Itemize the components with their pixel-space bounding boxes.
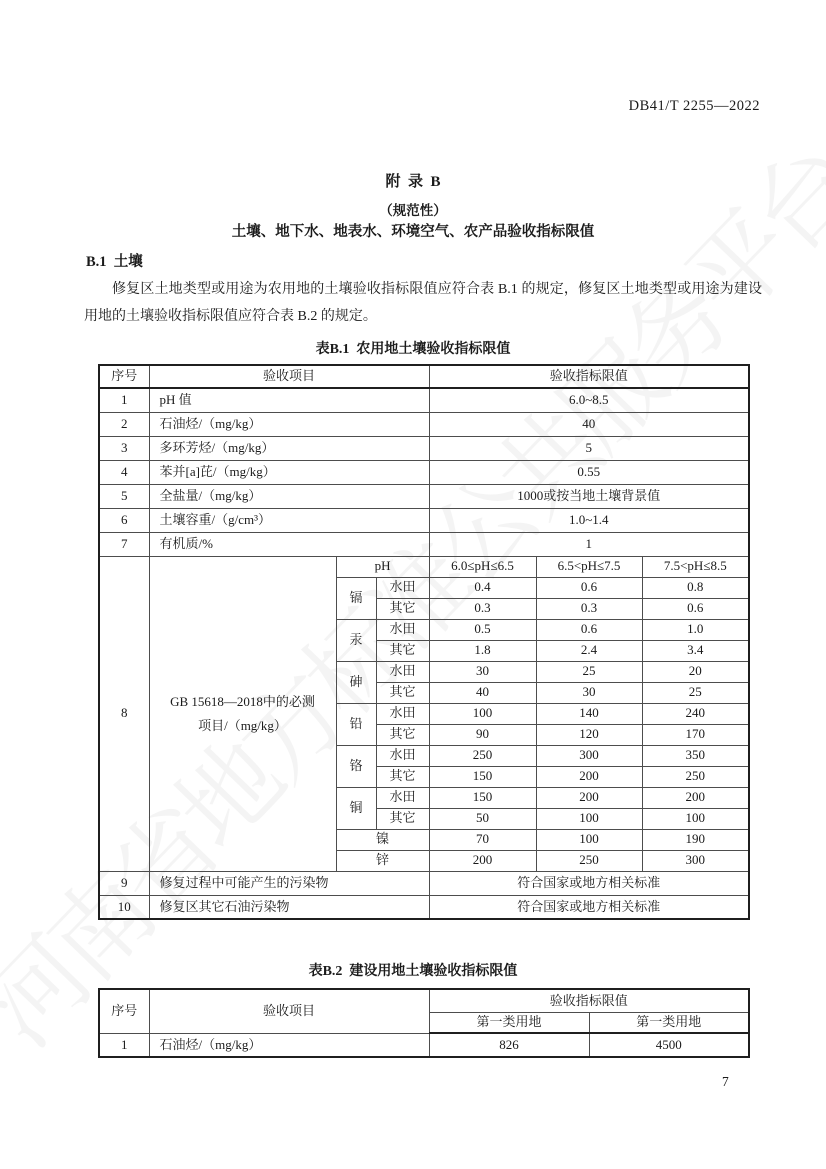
cell-value: 0.5 — [429, 619, 536, 640]
cell-value: 符合国家或地方相关标准 — [429, 871, 749, 895]
cell-value: 1000或按当地土壤背景值 — [429, 484, 749, 508]
table-row — [99, 460, 749, 484]
header-limit: 验收指标限值 — [429, 365, 749, 388]
cell-value: 826 — [429, 1033, 589, 1057]
land-type: 其它 — [376, 640, 429, 661]
cell-value: 25 — [536, 661, 642, 682]
land-type: 水田 — [376, 787, 429, 808]
cell-value: 6.0~8.5 — [429, 388, 749, 412]
cell-value: 1.0~1.4 — [429, 508, 749, 532]
cell-item: 全盐量/（mg/kg） — [149, 484, 429, 508]
land-type: 水田 — [376, 619, 429, 640]
cell-value: 200 — [536, 787, 642, 808]
cell-value: 170 — [642, 724, 749, 745]
table-row — [99, 388, 749, 412]
gb-item-line1: GB 15618—2018中的必测 — [170, 693, 315, 709]
cell-value: 190 — [642, 829, 749, 850]
cell-value: 2.4 — [536, 640, 642, 661]
header-land-class-2: 第一类用地 — [589, 1012, 749, 1033]
gb-item-line2: 项目/（mg/kg） — [198, 717, 287, 733]
table-row — [99, 412, 749, 436]
table-header-row — [99, 365, 749, 388]
cell-value: 30 — [536, 682, 642, 703]
cell-seq: 3 — [99, 436, 149, 460]
cell-value: 1.0 — [642, 619, 749, 640]
cell-seq: 5 — [99, 484, 149, 508]
body-paragraph: 修复区土地类型或用途为农用地的土壤验收指标限值应符合表 B.1 的规定，修复区土地类型或用途为建设用地的土壤验收指标限值应符合表 B.2 的规定。 — [84, 282, 762, 324]
table-header-row — [99, 989, 749, 1012]
ph-range-3: 7.5<pH≤8.5 — [642, 556, 749, 577]
element-name: 锌 — [336, 850, 429, 871]
cell-item: 多环芳烃/（mg/kg） — [149, 436, 429, 460]
element-name: 铬 — [336, 745, 376, 787]
header-seq: 序号 — [99, 989, 149, 1033]
table-b2-title: 表B.2 建设用地土壤验收指标限值 — [308, 964, 518, 979]
cell-value: 150 — [429, 766, 536, 787]
header-seq: 序号 — [99, 365, 149, 388]
cell-item-gb15618 — [149, 556, 336, 871]
cell-value: 100 — [536, 829, 642, 850]
cell-seq: 9 — [99, 871, 149, 895]
cell-seq: 4 — [99, 460, 149, 484]
cell-value: 0.3 — [429, 598, 536, 619]
header-item: 验收项目 — [149, 989, 429, 1033]
cell-value: 120 — [536, 724, 642, 745]
appendix-subtitle: 土壤、地下水、地表水、环境空气、农产品验收指标限值 — [231, 224, 595, 240]
land-type: 水田 — [376, 577, 429, 598]
cell-value: 40 — [429, 412, 749, 436]
ph-range-2: 6.5<pH≤7.5 — [536, 556, 642, 577]
cell-value: 350 — [642, 745, 749, 766]
cell-value: 4500 — [589, 1033, 749, 1057]
cell-item: 石油烃/（mg/kg） — [149, 412, 429, 436]
cell-value: 5 — [429, 436, 749, 460]
cell-value: 0.3 — [536, 598, 642, 619]
header-item: 验收项目 — [149, 365, 429, 388]
element-name: 汞 — [336, 619, 376, 661]
cell-item: 修复区其它石油污染物 — [149, 895, 429, 919]
table-row — [99, 895, 749, 919]
ph-range-1: 6.0≤pH≤6.5 — [429, 556, 536, 577]
land-type: 其它 — [376, 598, 429, 619]
cell-value: 50 — [429, 808, 536, 829]
table-row — [99, 532, 749, 556]
cell-value: 300 — [642, 850, 749, 871]
land-type: 其它 — [376, 766, 429, 787]
cell-seq: 1 — [99, 1033, 149, 1057]
cell-value: 0.4 — [429, 577, 536, 598]
land-type: 水田 — [376, 661, 429, 682]
cell-value: 250 — [429, 745, 536, 766]
cell-item: 有机质/% — [149, 532, 429, 556]
cell-item: 修复过程中可能产生的污染物 — [149, 871, 429, 895]
standard-number: DB41/T 2255—2022 — [628, 98, 760, 114]
table-b1-title: 表B.1 农用地土壤验收指标限值 — [315, 342, 511, 357]
element-name: 砷 — [336, 661, 376, 703]
cell-value: 250 — [536, 850, 642, 871]
cell-seq: 10 — [99, 895, 149, 919]
appendix-title: 附 录 B — [385, 174, 441, 190]
cell-item: pH 值 — [149, 388, 429, 412]
cell-value: 100 — [642, 808, 749, 829]
cell-value: 100 — [429, 703, 536, 724]
cell-value: 90 — [429, 724, 536, 745]
cell-value: 3.4 — [642, 640, 749, 661]
cell-value: 200 — [642, 787, 749, 808]
header-limit: 验收指标限值 — [429, 989, 749, 1012]
cell-value: 240 — [642, 703, 749, 724]
element-name: 铅 — [336, 703, 376, 745]
cell-value: 0.55 — [429, 460, 749, 484]
page-number: 7 — [722, 1074, 729, 1089]
section-heading-b1: B.1 土壤 — [86, 254, 143, 270]
cell-value: 70 — [429, 829, 536, 850]
table-b2 — [98, 988, 750, 1058]
cell-value: 0.6 — [642, 598, 749, 619]
cell-value: 符合国家或地方相关标准 — [429, 895, 749, 919]
table-row — [99, 1033, 749, 1057]
cell-value: 200 — [429, 850, 536, 871]
cell-value: 20 — [642, 661, 749, 682]
cell-seq: 8 — [99, 556, 149, 871]
row8-ph-header-row — [99, 556, 749, 577]
cell-value: 40 — [429, 682, 536, 703]
cell-seq: 6 — [99, 508, 149, 532]
cell-value: 100 — [536, 808, 642, 829]
land-type: 其它 — [376, 682, 429, 703]
cell-item: 石油烃/（mg/kg） — [149, 1033, 429, 1057]
cell-value: 200 — [536, 766, 642, 787]
land-type: 其它 — [376, 724, 429, 745]
table-row — [99, 508, 749, 532]
cell-value: 1.8 — [429, 640, 536, 661]
cell-value: 140 — [536, 703, 642, 724]
cell-item: 土壤容重/（g/cm³） — [149, 508, 429, 532]
cell-value: 0.6 — [536, 577, 642, 598]
cell-seq: 1 — [99, 388, 149, 412]
table-row — [99, 436, 749, 460]
table-row — [99, 871, 749, 895]
element-name: 镍 — [336, 829, 429, 850]
cell-value: 0.8 — [642, 577, 749, 598]
cell-value: 30 — [429, 661, 536, 682]
land-type: 水田 — [376, 703, 429, 724]
cell-seq: 7 — [99, 532, 149, 556]
table-b1 — [98, 364, 750, 920]
table-row — [99, 484, 749, 508]
cell-value: 0.6 — [536, 619, 642, 640]
element-name: 镉 — [336, 577, 376, 619]
land-type: 其它 — [376, 808, 429, 829]
cell-value: 250 — [642, 766, 749, 787]
element-name: 铜 — [336, 787, 376, 829]
cell-value: 150 — [429, 787, 536, 808]
land-type: 水田 — [376, 745, 429, 766]
cell-value: 25 — [642, 682, 749, 703]
ph-label: pH — [336, 556, 429, 577]
cell-item: 苯并[a]芘/（mg/kg） — [149, 460, 429, 484]
cell-seq: 2 — [99, 412, 149, 436]
cell-value: 1 — [429, 532, 749, 556]
appendix-normative-label: （规范性） — [379, 203, 447, 218]
header-land-class-1: 第一类用地 — [429, 1012, 589, 1033]
cell-value: 300 — [536, 745, 642, 766]
